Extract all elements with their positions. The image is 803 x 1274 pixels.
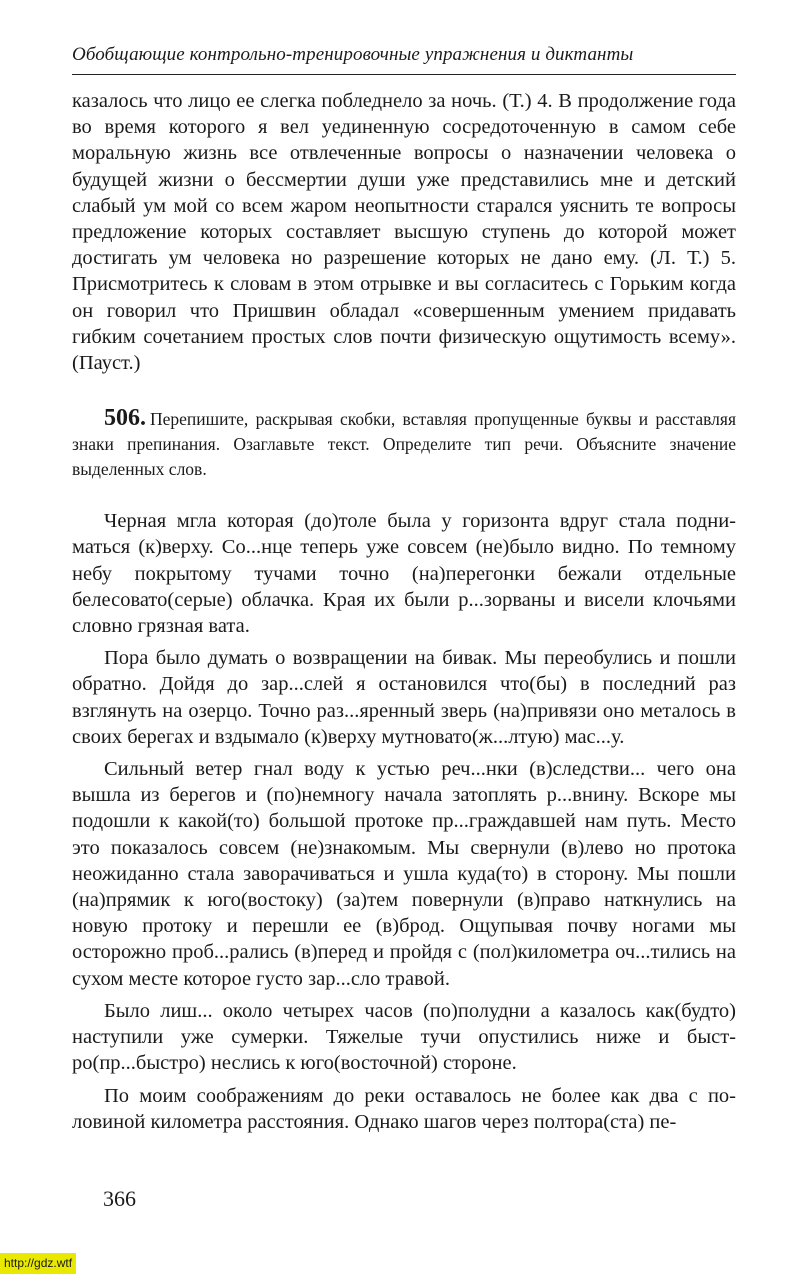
- page-body: [72, 88, 736, 1135]
- exercise-number: 506.: [104, 405, 146, 432]
- running-title: Обобщающие контрольно-тренировочные упражнения и диктанты: [72, 44, 736, 75]
- text-paragraph-1: Черная мгла которая (до)толе была у горизонта вдруг стала подниматься (к)верху. Со...нце теперь уже совсем (не)было видно. По темному небу покрытому тучами точно (на)перегонки бежали отдельные белесовато(серые) облачка. Края их были р...зорваны и висели клочьями словно грязная вата.: [72, 510, 736, 638]
- exercise-506: [72, 406, 736, 482]
- exercise-instruction: Перепишите, раскрывая скобки, вставляя пропущенные буквы и расставляя знаки препинания. Озаглавьте текст. Определите тип речи. Объясните значение выделенных слов.: [72, 409, 736, 480]
- continued-paragraph: казалось что лицо ее слегка побледнело за ночь. (Т.) 4. В продолжение года во время которого я вел уединенную сосредоточенную в самом себе моральную жизнь все отвлеченные вопросы о назначении человека о будущей жизни о бессмертии души уже представились мне и детский слабый ум мой со всем жаром неопытности старался уяснить те вопросы предложение которых составляет высшую ступень до которой может достигать ум человека но разрешение которых не дано ему. (Л. Т.) 5. Присмотритесь к словам в этом отрывке и вы согласитесь с Горьким когда он говорил что Пришвин обладал «совершенным умением придавать гибким сочетанием простых слов почти физическую ощутимость всему». (Пауст.): [72, 90, 736, 375]
- text-paragraph-5: По моим соображениям до реки оставалось не более как два с половиной километра расстояния. Однако шагов через полтора(ста) пе-: [72, 1084, 736, 1133]
- page-number: 366: [103, 1186, 136, 1211]
- text-paragraph-4: Было лиш... около четырех часов (по)полудни а казалось как(будто) наступили уже сумерки. Тяжелые тучи опустились ниже и быстро(пр...быстро) неслись к юго(восточной) стороне.: [72, 999, 736, 1075]
- watermark-link[interactable]: http://gdz.wtf: [0, 1253, 76, 1274]
- text-paragraph-2: Пора было думать о возвращении на бивак. Мы переобулись и пошли обратно. Дойдя до зар...слей я остановился что(бы) в последний раз взглянуть на озерцо. Точно раз...яренный зверь (на)привязи оно металось в своих берегах и вздымало (к)верху мутновато(ж...лтую) мас...у.: [72, 647, 736, 748]
- exercise-text: [72, 508, 736, 1135]
- text-paragraph-3: Сильный ветер гнал воду к устью реч...нки (в)следстви... чего она вышла из берегов и (по)немногу начала затоплять р...внину. Вскоре мы подошли к какой(то) большой протоке пр...граждавшей нам путь. Место это показалось совсем (не)знакомым. Мы свернули (в)лево но протока неожиданно стала заворачиваться и ушла куда(то) в сторону. Мы пошли (на)прямик к юго(востоку) (за)тем повернули (в)право наткнулись на новую протоку и перешли ее (в)брод. Ощупывая почву ногами мы осторожно проб...рались (в)перед и пройдя с (пол)километра оч...тились на сухом месте которое густо зар...сло травой.: [72, 758, 736, 990]
